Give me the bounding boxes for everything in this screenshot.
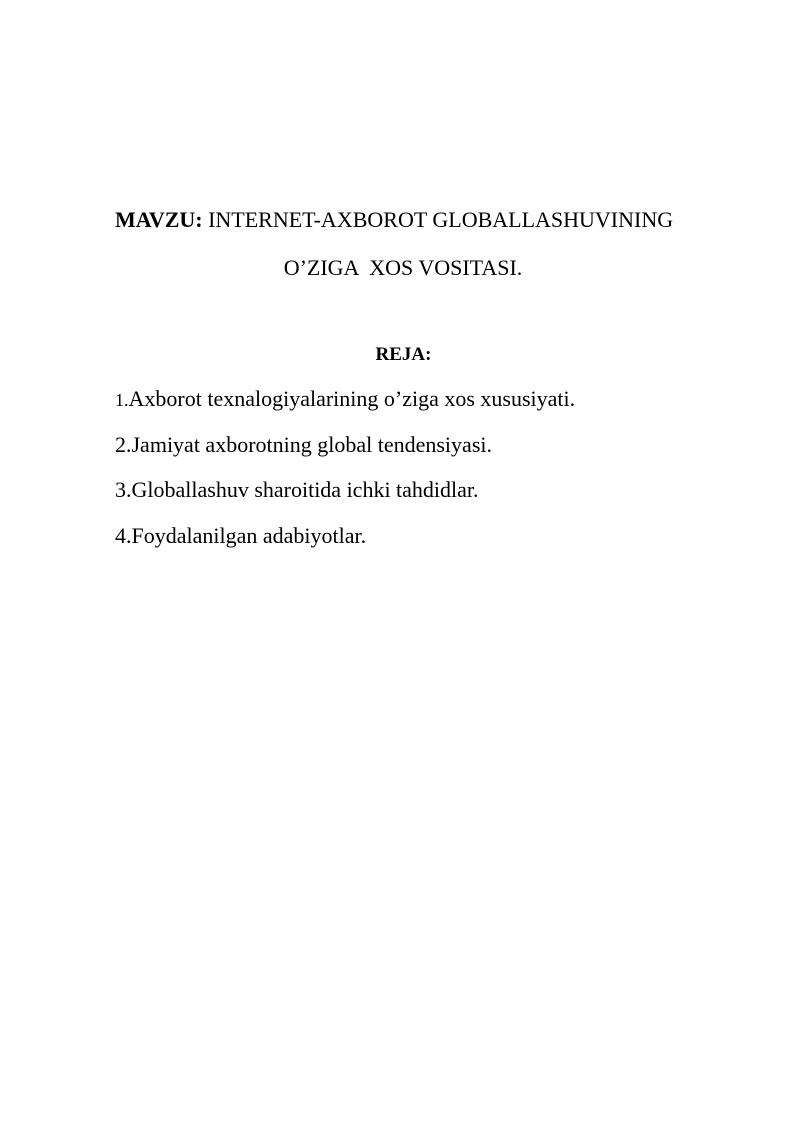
- plan-item-number: 4.: [115, 522, 132, 548]
- plan-item-text: Jamiyat axborotning global tendensiyasi.: [131, 431, 492, 457]
- plan-item-text: Globallashuv sharoitida ichki tahdidlar.: [131, 477, 479, 502]
- plan-heading: REJA:: [375, 344, 432, 365]
- plan-list: [115, 385, 575, 567]
- topic-text-line2: O’ZIGA XOS VOSITASI.: [283, 255, 523, 280]
- topic-title: [115, 206, 673, 234]
- plan-item-text: Axborot texnalogiyalarining o’ziga xos xususiyati.: [128, 386, 576, 411]
- topic-label: MAVZU:: [115, 207, 203, 232]
- plan-item: [115, 476, 575, 522]
- plan-item-number: 3.: [115, 477, 132, 502]
- plan-item-number: 2.: [115, 431, 132, 457]
- plan-item: [115, 522, 575, 568]
- plan-item: [115, 431, 575, 477]
- topic-text-line1: INTERNET-AXBOROT GLOBALLASHUVINING: [208, 207, 674, 232]
- plan-item-text: Foydalanilgan adabiyotlar.: [131, 522, 367, 548]
- plan-item: [115, 385, 575, 431]
- plan-item-number: 1.: [115, 390, 129, 410]
